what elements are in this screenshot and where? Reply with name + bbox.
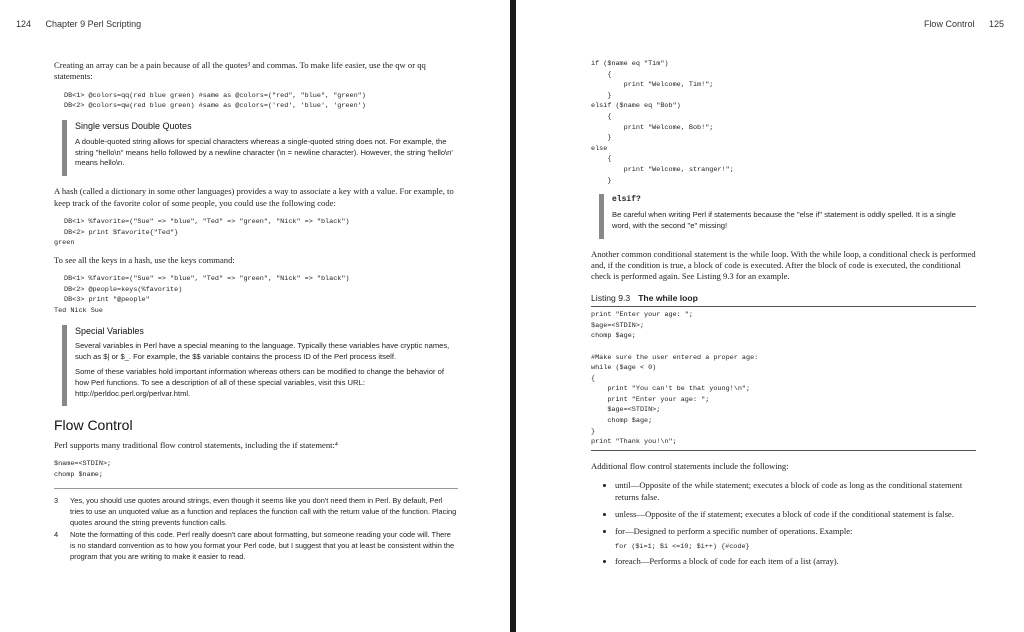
list-item — [615, 526, 976, 552]
sidebar-quotes — [62, 120, 458, 176]
code-example: for ($i=1; $i <=10; $i++) {#code} — [615, 542, 750, 551]
footnote-text: Yes, you should use quotes around strings, even though it seems like you don't need them in Perl. By default, Perl tries to use an unquoted value as a function and replaces the function call with the return value of the function. Placing quotes around the string prevents function calls. — [70, 496, 457, 528]
bullet-list — [591, 480, 976, 568]
sidebar-text: Several variables in Perl have a special meaning to the language. Typically these variables have cryptic names, such as $| or $_. For example, the $$ variable contains the process ID of the Perl process itself. — [75, 341, 450, 362]
left-running-head — [16, 19, 141, 29]
footnote-number: 4 — [54, 530, 59, 540]
section-heading: Flow Control — [54, 417, 133, 434]
list-item-text: for—Designed to perform a specific number of operations. Example: — [615, 526, 853, 537]
right-section-title: Flow Control — [923, 19, 975, 29]
sidebar-title: Single versus Double Quotes — [75, 121, 192, 131]
listing-label: Listing 9.3 — [591, 292, 631, 303]
sidebar-special-variables — [62, 325, 458, 407]
right-page-number: 125 — [988, 19, 1004, 29]
list-item: • until—Opposite of the while statement; executes a block of code as long as the conditional statement returns false. — [615, 480, 976, 503]
code-output: green — [54, 239, 75, 248]
paragraph: Perl supports many traditional flow control statements, including the if statement:⁴ — [54, 439, 338, 450]
sidebar-text: Be careful when writing Perl if statements because the "else if" statement is oddly spelled. It is a single word, with the second "e" missing! — [612, 209, 956, 230]
sidebar-title: elsif? — [612, 195, 641, 205]
paragraph: Additional flow control statements include the following: — [591, 460, 789, 471]
sidebar-text: A double-quoted string allows for special characters whereas a single-quoted string does not. For example, the string "hello\n" means hello followed by a newline character (\n = newline character). However, the string 'hello\n' means hello\n. — [75, 136, 453, 168]
code-block: if ($name eq "Tim") { print "Welcome, Tim!"; } elsif ($name eq "Bob") { print "Welcome, Bob!"; } else { print "Welcome, stranger!"; } — [591, 60, 734, 185]
sidebar-elsif — [599, 194, 976, 238]
footnote-number: 3 — [54, 496, 59, 506]
left-page-number: 124 — [16, 19, 32, 29]
code-block: $name=<STDIN>; chomp $name; — [54, 460, 112, 479]
paragraph: A hash (called a dictionary in some other languages) provides a way to associate a key with a value. For example, to keep track of the favorite color of some people, you could use the following code: — [54, 186, 454, 208]
sidebar-title: Special Variables — [75, 325, 144, 336]
code-output: Ted Nick Sue — [54, 306, 103, 315]
right-running-head — [924, 19, 1004, 29]
sidebar-text: Some of these variables hold important information whereas others can be modified to change the behavior of how Perl functions. To see a description of all of these special variables, visit this URL: http://perldoc.perl.org/perlvar.html. — [75, 366, 444, 398]
paragraph: Creating an array can be a pain because of all the quotes³ and commas. To make life easier, use the qw or qq statements: — [54, 60, 426, 82]
right-content — [591, 59, 976, 574]
list-item: • foreach—Performs a block of code for each item of a list (array). — [615, 556, 976, 567]
list-item: • unless—Opposite of the if statement; executes a block of code if the conditional statement is false. — [615, 509, 976, 520]
code-block: DB<1> %favorite=("Sue" => "blue", "Ted" => "green", "Nick" => "black") DB<2> print $favorite{"Ted"} — [64, 218, 350, 237]
left-content — [54, 60, 458, 563]
listing-title — [591, 293, 976, 307]
footnote-text: Note the formatting of this code. Perl really doesn't care about formatting, but someone reading your code will. There is no standard convention as to how you format your Perl code, but I suggest that you at least be consistent within the program that you are writing to make it easier to read. — [70, 530, 455, 562]
paragraph: Another common conditional statement is the while loop. With the while loop, a conditional check is performed and, if the condition is true, a block of code is executed. After the block of code is executed, the conditional check is performed again. See Listing 9.3 for an example. — [591, 248, 976, 282]
footnote — [54, 495, 458, 528]
code-block: DB<1> %favorite=("Sue" => "blue", "Ted" => "green", "Nick" => "black") DB<2> @people=keys(%favorite) DB<3> print "@people" — [64, 275, 350, 305]
footnote-divider — [54, 488, 458, 489]
listing-code: print "Enter your age: "; $age=<STDIN>; chomp $age; #Make sure the user entered a proper age: while ($age < 0) { print "You can't be that young!\n"; print "Enter your age: "; $age=<STDIN>; chomp $age; } print "Thank you!\n"; — [591, 311, 759, 447]
footnote — [54, 529, 458, 562]
listing-divider — [591, 450, 976, 451]
left-page — [0, 0, 510, 632]
right-page — [516, 0, 1024, 632]
left-chapter-title: Chapter 9 Perl Scripting — [45, 19, 142, 29]
listing-name: The while loop — [638, 292, 698, 303]
paragraph: To see all the keys in a hash, use the keys command: — [54, 254, 235, 265]
code-block: DB<1> @colors=qq(red blue green) #same as @colors=("red", "blue", "green") DB<2> @colors=qw(red blue green) #same as @colors=('red', 'blue', 'green') — [64, 91, 366, 111]
